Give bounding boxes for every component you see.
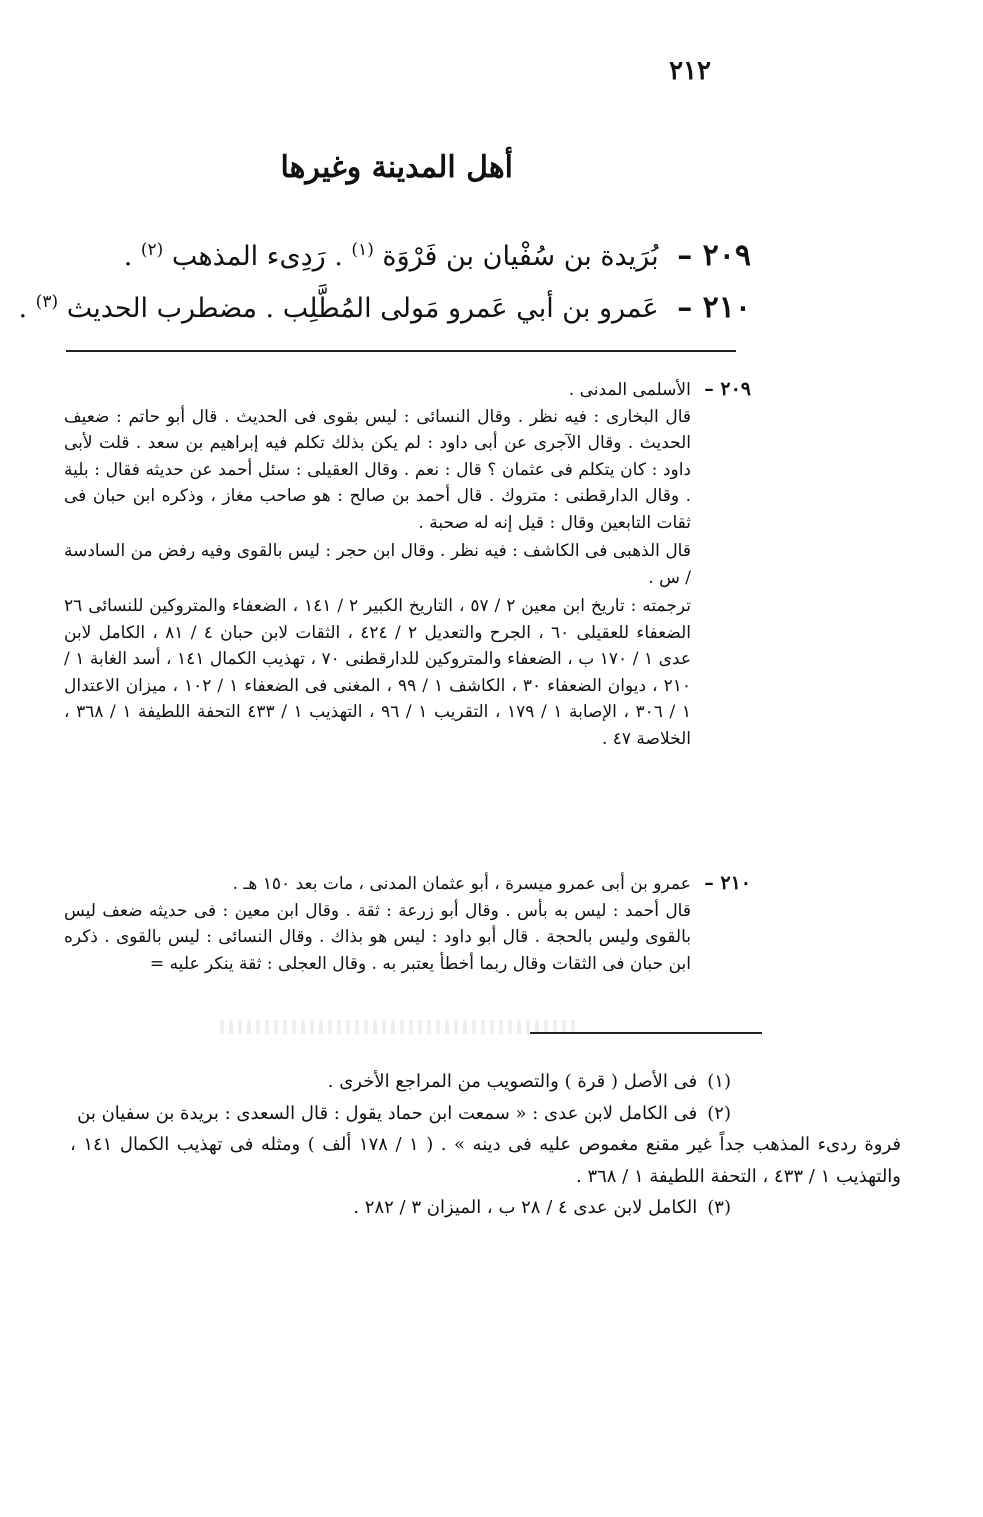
entry-number: ٢١٠ – <box>677 290 751 325</box>
entry-210 <box>18 290 751 325</box>
commentary-heading-text: عمرو بن أبى عمرو ميسرة ، أبو عثمان المدنى ، مات بعد ١٥٠ هـ . <box>232 874 691 894</box>
footnote-ref: (٢) <box>140 240 164 260</box>
footnote-1 <box>70 1066 751 1098</box>
footnote-2-continuation: فروة ردىء المذهب جداً غير مقنع مغموص عليه فى دينه » . ( ١ / ١٧٨ ألف ) ومثله فى تهذيب الكمال ١٤١ ، والتهذيب ١ / ٤٣٣ ، التحفة اللطيفة ١ / ٣٦٨ . <box>70 1134 902 1187</box>
page-number: ٢١٢ <box>669 56 711 86</box>
footnote-number: (١) <box>707 1071 731 1092</box>
entry-end: . <box>123 241 133 272</box>
entry-end: . <box>18 293 28 324</box>
footnote-3 <box>70 1192 751 1224</box>
commentary-paragraph: قال البخارى : فيه نظر . وقال النسائى : ليس بقوى فى الحديث . قال أبو حاتم : ضعيف الحديث . وقال الآجرى عن أبى داود : لم يكن بذلك تكلم فيه إبراهيم بن سعد . قلت لأبى داود : كان يتكلم فى عثمان ؟ قال : نعم . وقال العقيلى : سئل أحمد عن حديثه فقال : بلية . وقال الدارقطنى : متروك . قال أحمد بن صالح : هو صاحب مغاز ، وذكره ابن حبان فى ثقات التابعين وقال : قيل إنه له صحبة . <box>64 406 691 533</box>
commentary-209 <box>64 376 751 752</box>
references-paragraph: ترجمته : تاريخ ابن معين ٢ / ٥٧ ، التاريخ الكبير ٢ / ١٤١ ، الضعفاء والمتروكين للنسائى ٢٦ الضعفاء للعقيلى ٦٠ ، الجرح والتعديل ٢ / ٤٢٤ ، الثقات لابن حبان ٤ / ٨١ ، الكامل لابن عدى ١ / ١٧٠ ب ، الضعفاء والمتروكين للدارقطنى ٧٠ ، تهذيب الكمال ١٤١ ، أسد الغابة ١ / ٢١٠ ، ديوان الضعفاء ٣٠ ، الكاشف ١ / ٩٩ ، المغنى فى الضعفاء ١ / ١٠٢ ، ميزان الاعتدال ١ / ٣٠٦ ، الإصابة ١ / ١٧٩ ، التقريب ١ / ٩٦ ، التهذيب ١ / ٤٣٣ التحفة اللطيفة ١ / ٣٦٨ ، الخلاصة ٤٧ . <box>64 596 691 749</box>
commentary-paragraph: قال أحمد : ليس به بأس . وقال أبو زرعة : ثقة . وقال ابن معين : فى حديثه ضعف ليس بالقوى وليس بالحجة . قال أبو داود : ليس هو بذاك . وقال النسائى : ليس بالقوى . ذكره ابن حبان فى الثقات وقال ربما أخطأ يعتبر به . وقال العجلى : ثقة ينكر عليه = <box>64 900 691 974</box>
commentary-paragraph: قال الذهبى فى الكاشف : فيه نظر . وقال ابن حجر : ليس بالقوى وفيه رفض من السادسة / س . <box>64 541 691 588</box>
entry-text: عَمرو بن أبي عَمرو مَولى المُطَّلِب . مضطرب الحديث <box>66 293 659 324</box>
entry-text: . رَدِىء المذهب <box>171 241 343 272</box>
chapter-title: أهل المدينة وغيرها <box>280 150 513 185</box>
commentary-210 <box>64 870 751 977</box>
footnote-2 <box>70 1098 751 1130</box>
section-divider <box>66 350 736 352</box>
commentary-heading <box>64 376 751 404</box>
commentary-heading-text: الأسلمى المدنى . <box>568 380 691 400</box>
entry-number: ٢٠٩ – <box>677 238 751 273</box>
commentary-heading <box>64 870 751 898</box>
show-through-text <box>220 1020 580 1034</box>
footnote-number: (٢) <box>707 1102 731 1124</box>
footnote-ref: (٣) <box>35 292 59 312</box>
footnote-ref: (١) <box>351 240 374 260</box>
footnotes <box>70 1066 902 1224</box>
commentary-number: ٢٠٩ – <box>704 378 751 400</box>
commentary-number: ٢١٠ – <box>704 872 751 894</box>
footnote-divider <box>530 1032 762 1034</box>
footnote-number: (٣) <box>707 1197 731 1218</box>
entry-text: بُرَيدة بن سُفْيان بن فَرْوَة <box>382 241 659 272</box>
footnote-text: الكامل لابن عدى ٤ / ٢٨ ب ، الميزان ٣ / ٢٨٢ . <box>353 1197 698 1218</box>
footnote-text: فى الأصل ( قرة ) والتصويب من المراجع الأخرى . <box>327 1071 698 1092</box>
footnote-text: فى الكامل لابن عدى : « سمعت ابن حماد يقول : قال السعدى : بريدة بن سفيان بن <box>77 1102 698 1124</box>
entry-209 <box>124 238 751 273</box>
